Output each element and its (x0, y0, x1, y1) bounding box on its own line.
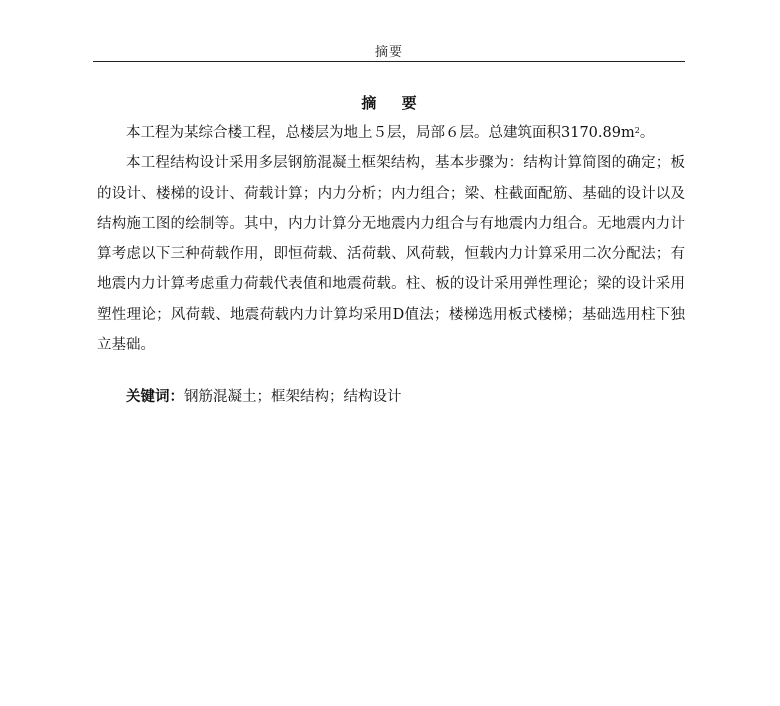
page-header (93, 38, 685, 62)
area-unit-superscript: 2 (634, 126, 640, 135)
keywords-line (126, 382, 402, 412)
abstract-body (97, 118, 685, 360)
running-head: 摘要 (374, 45, 403, 60)
abstract-paragraph-2: 本工程结构设计采用多层钢筋混凝土框架结构，基本步骤为：结构计算简图的确定；板的设计、楼梯的设计、荷载计算；内力分析；内力组合；梁、柱截面配筋、基础的设计以及结构施工图的绘制等。其中，内力计算分无地震内力组合与有地震内力组合。无地震内力计算考虑以下三种荷载作用，即恒荷载、活荷载、风荷载，恒载内力计算采用二次分配法；有地震内力计算考虑重力荷载代表值和地震荷载。柱、板的设计采用弹性理论；梁的设计采用塑性理论；风荷载、地震荷载内力计算均采用D值法；楼梯选用板式楼梯；基础选用柱下独立基础。 (97, 155, 685, 354)
abstract-paragraph-1 (97, 118, 685, 148)
paragraph-1-text: 本工程为某综合楼工程，总楼层为地上５层，局部６层。总建筑面积3170.89m (126, 125, 635, 141)
abstract-title: 摘 要 (361, 94, 427, 112)
keywords-label: 关键词： (126, 389, 184, 405)
paragraph-1-end: 。 (639, 125, 655, 141)
keywords-value: 钢筋混凝土；框架结构；结构设计 (184, 389, 402, 405)
